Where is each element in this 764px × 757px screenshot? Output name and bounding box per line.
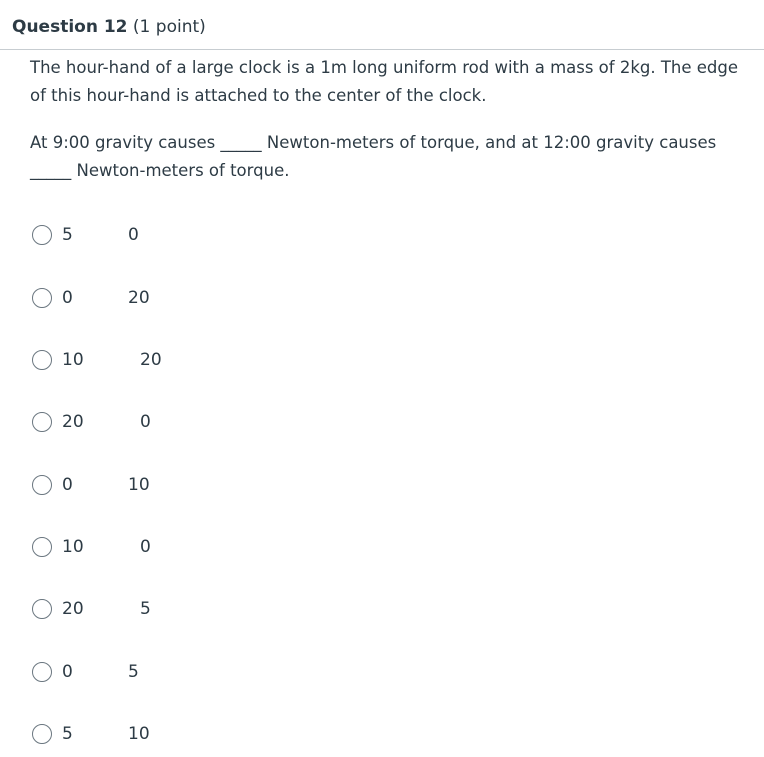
radio-button-icon[interactable] [32, 225, 52, 245]
question-title [12, 16, 206, 38]
answer-second-value: 10 [128, 475, 150, 495]
answer-second-value: 5 [140, 599, 151, 619]
question-points: (1 point) [132, 17, 206, 37]
answer-first-value: 0 [62, 662, 73, 682]
radio-button-icon[interactable] [32, 475, 52, 495]
answer-first-value: 5 [62, 724, 73, 744]
radio-button-icon[interactable] [32, 599, 52, 619]
answer-second-value: 0 [140, 412, 151, 432]
answer-first-value: 20 [62, 599, 84, 619]
question-paragraph-2: At 9:00 gravity causes _____ Newton-meters of torque, and at 12:00 gravity causes _____ Newton-meters of torque. [30, 133, 717, 180]
radio-button-icon[interactable] [32, 288, 52, 308]
radio-button-icon[interactable] [32, 350, 52, 370]
radio-button-icon[interactable] [32, 537, 52, 557]
answer-second-value: 0 [128, 225, 139, 245]
question-paragraph-1: The hour-hand of a large clock is a 1m long uniform rod with a mass of 2kg. The edge of this hour-hand is attached to the center of the clock. [30, 58, 739, 105]
answer-first-value: 0 [62, 288, 73, 308]
radio-button-icon[interactable] [32, 412, 52, 432]
answer-second-value: 20 [140, 350, 162, 370]
answer-first-value: 0 [62, 475, 73, 495]
question-header [0, 0, 764, 50]
question-number: Question 12 [12, 17, 128, 37]
answer-second-value: 0 [140, 537, 151, 557]
answer-first-value: 5 [62, 225, 73, 245]
answer-first-value: 20 [62, 412, 84, 432]
answer-second-value: 5 [128, 662, 139, 682]
answer-second-value: 10 [128, 724, 150, 744]
radio-button-icon[interactable] [32, 724, 52, 744]
answer-first-value: 10 [62, 537, 84, 557]
answer-second-value: 20 [128, 288, 150, 308]
radio-button-icon[interactable] [32, 662, 52, 682]
answer-first-value: 10 [62, 350, 84, 370]
